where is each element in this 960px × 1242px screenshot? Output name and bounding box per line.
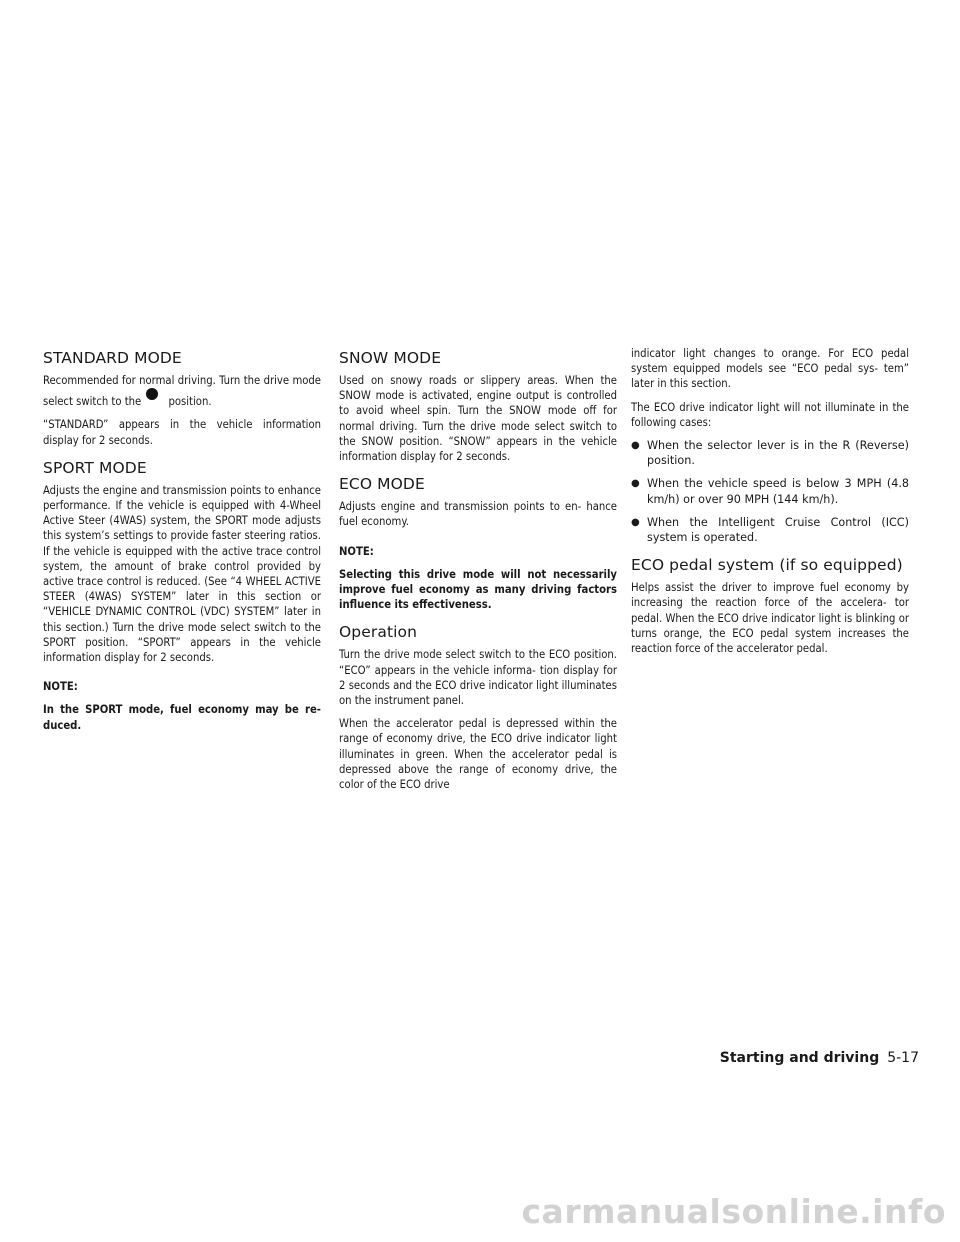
list-item (631, 476, 909, 506)
standard-paragraph-2: “STANDARD” appears in the vehicle information display for 2 seconds. (43, 418, 321, 447)
eco-indicator-paragraph-2: The ECO drive indicator light will not illuminate in the following cases: (631, 400, 909, 429)
heading-snow-mode: SNOW MODE (339, 349, 442, 367)
footer-section-title: Starting and driving (719, 1050, 880, 1066)
eco-indicator-paragraph-1: indicator light changes to orange. For ECO pedal system equipped models see “ECO pedal sys- tem” later in this section. (631, 347, 909, 391)
operation-paragraph-2: When the accelerator pedal is depressed within the range of economy drive, the ECO drive indicator light illuminates in green. When the accelerator pedal is depressed above the range of economy drive, the color of the ECO drive (339, 717, 617, 792)
heading-eco-mode: ECO MODE (339, 475, 425, 494)
column-left (43, 348, 321, 741)
eco-paragraph-1: Adjusts engine and transmission points to en- hance fuel economy. (339, 500, 617, 529)
heading-sport-mode: SPORT MODE (43, 458, 147, 477)
sport-note-text: In the SPORT mode, fuel economy may be re- duced. (43, 703, 321, 732)
heading-operation: Operation (339, 623, 418, 642)
eco-pedal-paragraph-1: Helps assist the driver to improve fuel economy by increasing the reaction force of the accelera- tor pedal. When the ECO drive indicator light is blinking or turns orange, the ECO pedal system increases the reaction force of the accelerator pedal. (631, 581, 909, 656)
drive-mode-standard-icon (146, 388, 158, 400)
watermark: carmanualsonline.info (521, 1191, 946, 1231)
eco-note-text: Selecting this drive mode will not necessarily improve fuel economy as many driving factors influence its effectiveness. (339, 567, 617, 612)
standard-p1-after: position. (168, 395, 212, 409)
heading-eco-pedal-system: ECO pedal system (if so equipped) (631, 556, 903, 575)
standard-paragraph-1 (43, 373, 321, 409)
bullet-dot: ● (631, 440, 640, 452)
column-middle (339, 348, 617, 800)
column-right (631, 346, 909, 664)
bullet-text: When the Intelligent Cruise Control (ICC) system is operated. (647, 515, 909, 545)
bullet-dot: ● (631, 516, 640, 528)
sport-paragraph-1: Adjusts the engine and transmission points to enhance performance. If the vehicle is equipped with 4-Wheel Active Steer (4WAS) system, the SPORT mode adjusts this system’s settings to provide faster steering ratios. If the vehicle is equipped with the active trace control system, the amount of brake control provided by active trace control is reduced. (See “4 WHEEL ACTIVE STEER (4WAS) SYSTEM” later in this section or “VEHICLE DYNAMIC CONTROL (VDC) SYSTEM” later in this section.) Turn the drive mode select switch to the SPORT position. “SPORT” appears in the vehicle information display for 2 seconds. (43, 483, 321, 665)
list-item (631, 438, 909, 468)
standard-p1-before: Recommended for normal driving. Turn the drive mode select switch to the (43, 374, 321, 409)
bullet-text: When the selector lever is in the R (Reverse) position. (647, 439, 909, 468)
eco-note-label: NOTE: (339, 544, 374, 558)
page-footer (720, 1050, 919, 1066)
heading-standard-mode: STANDARD MODE (43, 349, 182, 367)
footer-page-number: 5-17 (887, 1050, 919, 1066)
bullet-dot: ● (631, 478, 640, 490)
snow-paragraph-1: Used on snowy roads or slippery areas. When the SNOW mode is activated, engine output is controlled to avoid wheel spin. Turn the SNOW mode off for normal driving. Turn the drive mode select switch to the SNOW position. “SNOW” appears in the vehicle information display for 2 seconds. (339, 374, 617, 464)
sport-note-label: NOTE: (43, 680, 78, 694)
operation-paragraph-1: Turn the drive mode select switch to the ECO position. “ECO” appears in the vehicle informa- tion display for 2 seconds and the ECO drive indicator light illuminates on the instrument panel. (339, 648, 617, 708)
bullet-text: When the vehicle speed is below 3 MPH (4.8 km/h) or over 90 MPH (144 km/h). (647, 477, 909, 506)
list-item (631, 515, 909, 545)
